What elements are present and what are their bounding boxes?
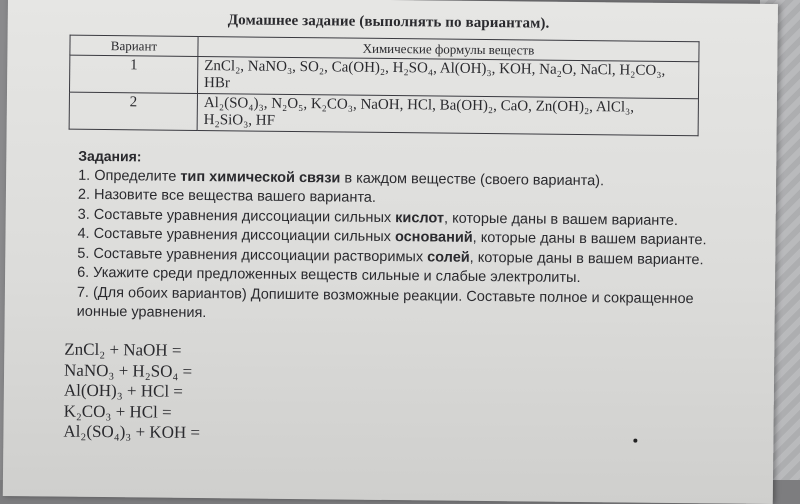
formulas-line: HBr [204, 75, 692, 97]
task-text: 5. Составьте уравнения диссоциации растворимых [77, 245, 427, 265]
task-text: 3. Составьте уравнения диссоциации сильных [78, 206, 396, 225]
task-text: , которые даны в вашем варианте. [473, 230, 707, 248]
variants-table [69, 35, 700, 137]
task-emphasis: тип химической связи [180, 168, 340, 186]
variant-number: 1 [69, 55, 197, 93]
paper-sheet [3, 0, 778, 504]
task-text: , которые даны в вашем варианте. [444, 210, 678, 228]
task-text: 2. Назовите все вещества вашего варианта. [78, 187, 376, 206]
formulas-cell [197, 93, 698, 135]
formulas-cell [197, 56, 698, 98]
equation: Al(OH)₃ + HCl = [64, 381, 201, 403]
task-emphasis: оснований [395, 229, 473, 246]
task-text: 7. (Для обоих вариантов) Допишите возможные реакции. Составьте полное и сокращенное ионные уравнения. [77, 284, 694, 321]
tasks-heading: Задания: [78, 147, 728, 173]
task-text: 6. Укажите среди предложенных веществ сильные и слабые электролиты. [77, 265, 581, 286]
task-text: , которые даны в вашем варианте. [470, 249, 704, 267]
formulas-line: Al₂(SO₄)₃, N₂O₅, K₂CO₃, NaOH, HCl, Ba(OH)₂, CaO, Zn(OH)₂, AlCl₃, [204, 95, 692, 117]
page-title: Домашнее задание (выполнять по вариантам). [228, 12, 550, 32]
header-formulas: Химические формулы веществ [198, 36, 699, 61]
table-row [69, 92, 698, 136]
variant-number: 2 [69, 92, 197, 130]
tasks-section [77, 147, 729, 329]
task-text: 4. Составьте уравнения диссоциации сильных [77, 226, 395, 245]
equation: Al₂(SO₄)₃ + KOH = [63, 422, 200, 444]
formulas-line: ZnCl₂, NaNO₃, SO₂, Ca(OH)₂, H₂SO₄, Al(OH)₃, KOH, Na₂O, NaCl, H₂CO₃, [204, 58, 692, 80]
task-emphasis: кислот [395, 210, 444, 227]
task-item [77, 283, 727, 329]
equation: NaNO₃ + H₂SO₄ = [64, 360, 201, 382]
task-text: в каждом веществе (своего варианта). [340, 170, 604, 189]
formulas-line: H₂SiO₃, HF [204, 112, 692, 134]
task-text: 1. Определите [78, 167, 180, 184]
equation: K₂CO₃ + HCl = [64, 401, 201, 423]
task-emphasis: солей [427, 249, 470, 265]
equation: ZnCl₂ + NaOH = [64, 340, 201, 362]
header-variant: Вариант [70, 35, 198, 56]
ink-dot [633, 439, 637, 443]
equations-list [63, 340, 201, 444]
